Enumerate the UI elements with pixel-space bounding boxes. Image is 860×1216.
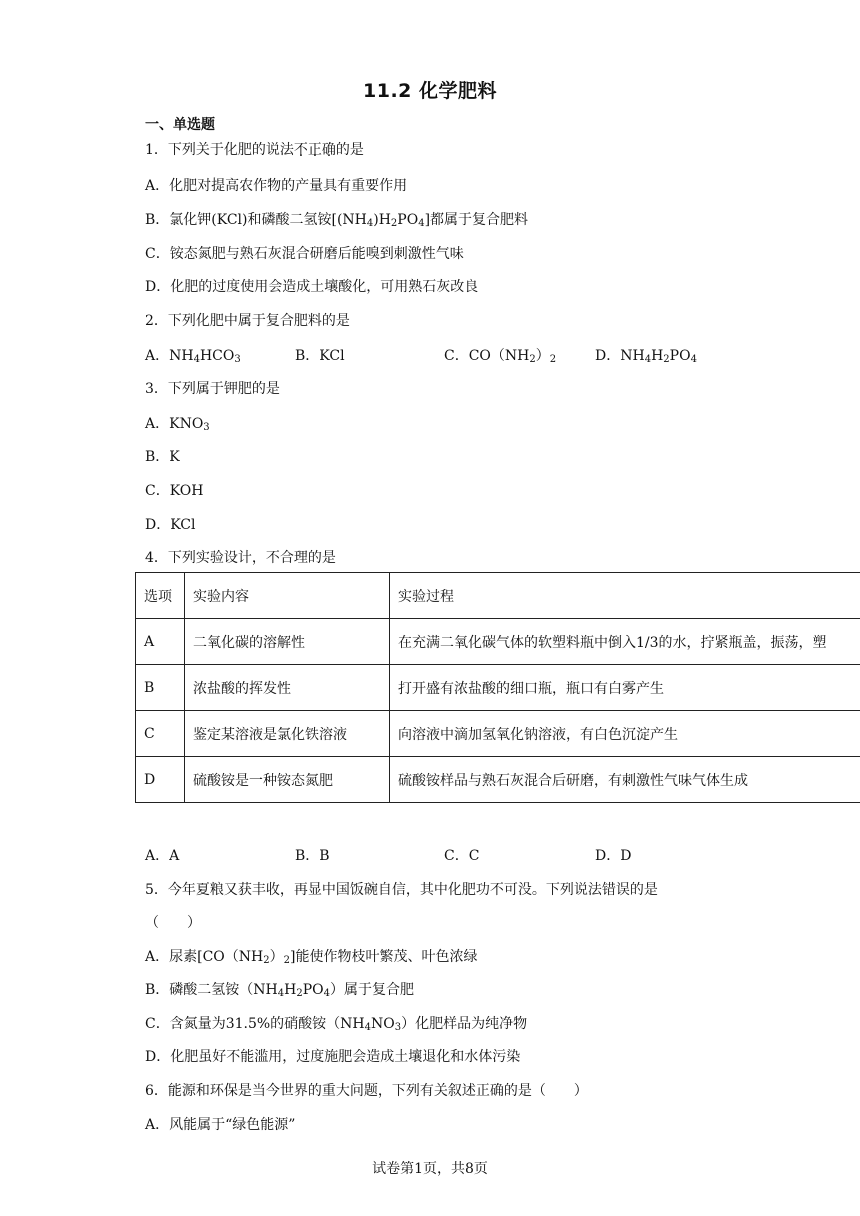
question-4-option-d: D．D [595, 848, 632, 864]
table-cell: 硫酸铵样品与熟石灰混合后研磨，有刺激性气味气体生成 [390, 757, 860, 803]
question-5-option-d: D．化肥虽好不能滥用，过度施肥会造成土壤退化和水体污染 [145, 1049, 521, 1065]
table-cell: 硫酸铵是一种铵态氮肥 [185, 757, 390, 803]
experiment-table [135, 572, 860, 803]
question-6-option-a: A．风能属于“绿色能源” [145, 1117, 296, 1133]
table-row [136, 665, 860, 711]
question-2-option-b: B．KCl [295, 348, 345, 364]
table-cell: 打开盛有浓盐酸的细口瓶，瓶口有白雾产生 [390, 665, 860, 711]
question-3-option-d: D．KCl [145, 517, 196, 533]
table-cell: 向溶液中滴加氢氧化钠溶液，有白色沉淀产生 [390, 711, 860, 757]
emphasis-char: 正 [307, 142, 322, 158]
question-2-option-a: A．$NH_4HCO_3$ [145, 348, 241, 365]
table-cell: D [136, 757, 185, 803]
table-header-row [136, 573, 860, 619]
table-cell: 在充满二氧化碳气体的软塑料瓶中倒入1/3的水，拧紧瓶盖，振荡，塑 [390, 619, 860, 665]
page-footer: 试卷第1页，共8页 [372, 1161, 488, 1177]
question-3-option-b: B．K [145, 449, 180, 465]
question-5-option-c: C．含氮量为31.5%的硝酸铵$(NH_4NO_3)$化肥样品为纯净物 [145, 1016, 528, 1033]
table-cell: 浓盐酸的挥发性 [185, 665, 390, 711]
question-3-option-a: A．$KNO_3$ [145, 416, 210, 433]
emphasis-char: 确 [321, 142, 336, 158]
question-4-option-c: C．C [444, 848, 480, 864]
question-5-stem: 5．今年夏粮又获丰收，再显中国饭碗自信，其中化肥功不可没。下列说法错误的是 [145, 882, 658, 898]
question-2-option-d: D．$NH_4H_2PO_4$ [595, 348, 697, 365]
question-3-stem: 3．下列属于钾肥的是 [145, 381, 280, 397]
question-2-stem: 2．下列化肥中属于复合肥料的是 [145, 313, 350, 329]
question-1-option-c: C．铵态氮肥与熟石灰混合研磨后能嗅到刺激性气味 [145, 246, 464, 262]
question-5-option-a: A．尿素$[CO(NH_2)_2]$能使作物枝叶繁茂、叶色浓绿 [145, 949, 478, 966]
section-heading: 一、单选题 [145, 117, 215, 133]
question-4-stem: 4．下列实验设计，不合理的是 [145, 550, 336, 566]
table-row [136, 757, 860, 803]
question-1-option-d: D．化肥的过度使用会造成土壤酸化，可用熟石灰改良 [145, 279, 479, 295]
emphasis-char: 不 [293, 142, 308, 158]
table-header-cell: 实验内容 [185, 573, 390, 619]
table-cell: 鉴定某溶液是氯化铁溶液 [185, 711, 390, 757]
question-1-option-a: A．化肥对提高农作物的产量具有重要作用 [145, 178, 408, 194]
table-header-cell: 实验过程 [390, 573, 860, 619]
page-title: 11.2 化学肥料 [363, 80, 497, 102]
question-6-stem: 6．能源和环保是当今世界的重大问题，下列有关叙述正确的是（ ） [145, 1083, 588, 1099]
table-cell: C [136, 711, 185, 757]
table-cell: 二氧化碳的溶解性 [185, 619, 390, 665]
question-1-option-b: B．氯化钾(KCl)和磷酸二氢铵$[(NH_4)H_2PO_4]$都属于复合肥料 [145, 212, 529, 229]
table-row [136, 619, 860, 665]
question-4-option-a: A．A [145, 848, 180, 864]
table-cell: B [136, 665, 185, 711]
table-cell: A [136, 619, 185, 665]
question-5-option-b: B．磷酸二氢铵$(NH_4H_2PO_4)$属于复合肥 [145, 982, 414, 999]
question-3-option-c: C．KOH [145, 483, 204, 499]
table-row [136, 711, 860, 757]
question-5-answer-paren: （ ） [145, 915, 201, 931]
question-4-option-b: B．B [295, 848, 330, 864]
table-header-cell: 选项 [136, 573, 185, 619]
question-2-option-c: C．$CO(NH_2)_2$ [444, 348, 557, 365]
question-1-stem: 1．下列关于化肥的说法不正确的是 [145, 139, 364, 159]
